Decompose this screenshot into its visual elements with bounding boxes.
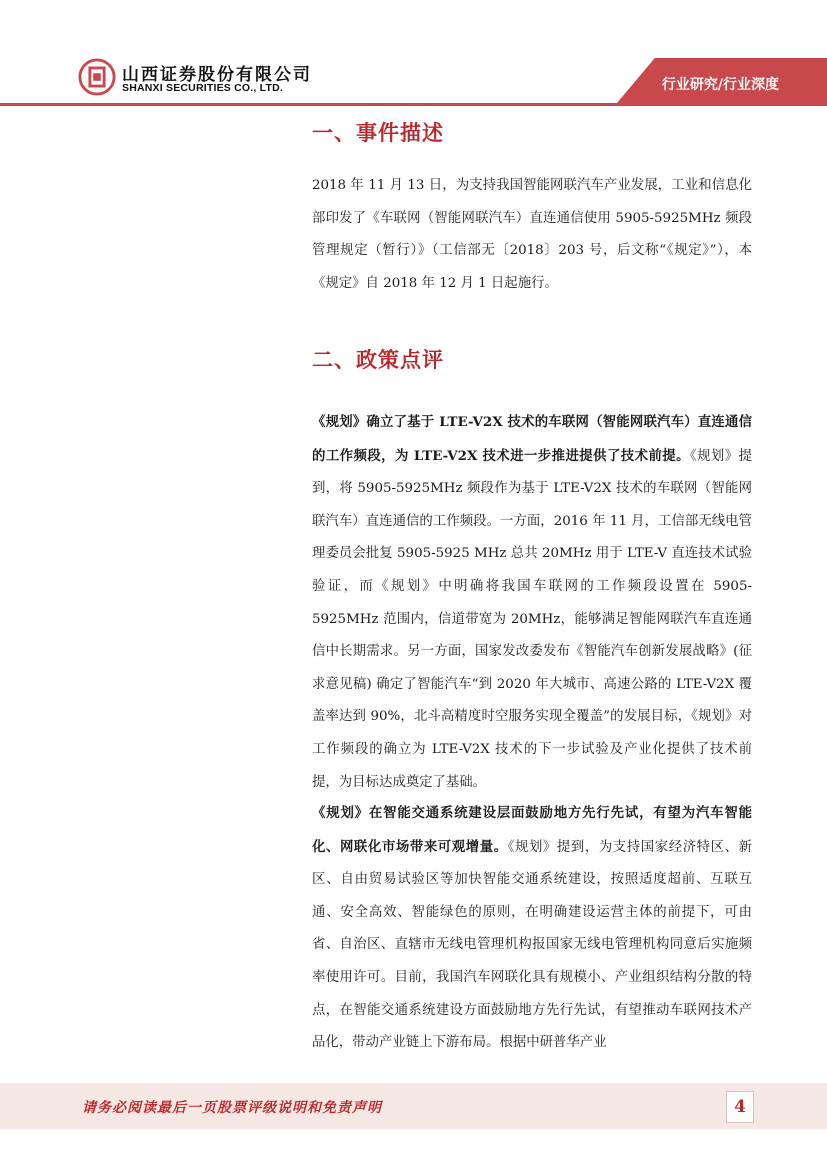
section-title-policy: 二、政策点评 xyxy=(312,348,444,372)
footer-disclaimer: 请务必阅读最后一页股票评级说明和免责声明 xyxy=(82,1100,382,1116)
company-name-cn: 山西证券股份有限公司 xyxy=(122,65,312,85)
company-logo-icon xyxy=(78,58,116,96)
paragraph-text: 《规划》提到，将 5905-5925MHz 频段作为基于 LTE-V2X 技术的车联网（智能网联汽车）直连通信的工作频段。一方面，2016 年 11 月，工信部无线电管理委员会批复 5905-5925 MHz 总共 20MHz 用于 LTE-V 直连技术试验验证，而《规划》中明确将我国车联网的工作频段设置在 5905-5925MHz 范围内，信道带宽为 20MHz，能够满足智能网联汽车直连通信中长期需求。另一方面，国家发改委发布《智能汽车创新发展战略》(征求意见稿) 确定了智能汽车“到 2020 年大城市、高速公路的 LTE-V2X 覆盖率达到 90%，北斗高精度时空服务实现全覆盖”的发展目标，《规划》对工作频段的确立为 LTE-V2X 技术的下一步试验及产业化提供了技术前提，为目标达成奠定了基础。 xyxy=(312,448,752,790)
page-number: 4 xyxy=(726,1091,754,1123)
section-title-event: 一、事件描述 xyxy=(312,121,444,145)
paragraph-policy-2 xyxy=(312,797,752,1060)
paragraph-text: 《规划》提到，为支持国家经济特区、新区、自由贸易试验区等加快智能交通系统建设，按照适度超前、互联互通、安全高效、智能绿色的原则，在明确建设运营主体的前提下，可由省、自治区、直辖市无线电管理机构报国家无线电管理机构同意后实施频率使用许可。目前，我国汽车网联化具有规模小、产业组织结构分散的特点，在智能交通系统建设方面鼓励地方先行先试，有望推动车联网技术产品化，带动产业链上下游布局。根据中研普华产业 xyxy=(312,839,752,1051)
company-name-en: SHANXI SECURITIES CO., LTD. xyxy=(122,82,283,94)
paragraph-policy-1 xyxy=(312,406,752,799)
paragraph-lead: 《规划》确立了基于 LTE-V2X 技术的车联网（智能网联汽车）直连通信的工作频段，为 LTE-V2X 技术进一步推进提供了技术前提。 xyxy=(312,414,752,464)
header-divider xyxy=(0,103,827,106)
paragraph-text: 2018 年 11 月 13 日，为支持我国智能网联汽车产业发展，工业和信息化部印发了《车联网（智能网联汽车）直连通信使用 5905-5925MHz 频段管理规定（暂行）》（工信部无〔2018〕203 号，后文称“《规定》”），本《规定》自 2018 年 12 月 1 日起施行。 xyxy=(312,178,752,291)
paragraph-event xyxy=(312,170,752,300)
paragraph-lead: 《规划》在智能交通系统建设层面鼓励地方先行先试，有望为汽车智能化、网联化市场带来可观增量。 xyxy=(312,805,752,855)
page-header xyxy=(0,0,827,110)
report-category: 行业研究/行业深度 xyxy=(661,77,779,93)
